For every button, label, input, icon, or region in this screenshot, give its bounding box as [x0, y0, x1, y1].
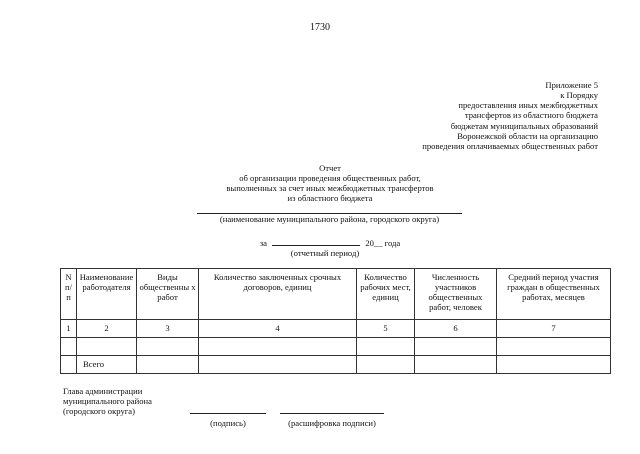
header-cell: Количество рабочих мест, единиц — [357, 269, 415, 320]
title-line: из областного бюджета — [287, 193, 373, 204]
table-cell[interactable] — [61, 338, 77, 356]
signatory-title — [63, 386, 152, 416]
municipality-field[interactable] — [197, 207, 462, 214]
appendix-line: Воронежской области на организацию — [457, 130, 598, 141]
signature-field[interactable] — [190, 405, 266, 414]
appendix-line: бюджетам муниципальных образований — [450, 120, 598, 131]
appendix-line: проведения оплачиваемых общественных работ — [422, 140, 598, 151]
appendix-line: предоставления иных межбюджетных — [458, 100, 598, 111]
table-cell — [61, 356, 77, 374]
report-table — [60, 268, 611, 374]
table-cell[interactable] — [357, 338, 415, 356]
column-number: 7 — [497, 320, 611, 338]
column-number: 4 — [199, 320, 357, 338]
appendix-line: Приложение 5 — [545, 80, 598, 90]
signatory-line: муниципального района — [63, 396, 152, 407]
appendix-note — [318, 80, 598, 151]
report-title — [0, 163, 640, 204]
period-caption: (отчетный период) — [290, 248, 360, 258]
column-number: 3 — [137, 320, 199, 338]
appendix-line: к Порядку — [560, 90, 598, 101]
column-number: 6 — [415, 320, 497, 338]
header-cell: Средний период участия граждан в общественных работах, месяцев — [497, 269, 611, 320]
title-line: выполненных за счет иных межбюджетных трансфертов — [226, 183, 434, 194]
signatory-line: Глава администрации — [63, 386, 143, 396]
table-cell[interactable] — [497, 338, 611, 356]
page-number: 1730 — [310, 22, 330, 33]
column-number: 1 — [61, 320, 77, 338]
table-cell[interactable] — [415, 356, 497, 374]
period-row — [0, 237, 640, 248]
header-cell: Виды общественны х работ — [137, 269, 199, 320]
total-row — [61, 356, 611, 374]
appendix-line: трансфертов из областного бюджета — [464, 110, 598, 121]
total-label: Всего — [77, 356, 137, 374]
table-cell[interactable] — [415, 338, 497, 356]
table-cell[interactable] — [199, 338, 357, 356]
table-cell[interactable] — [137, 338, 199, 356]
column-number: 5 — [357, 320, 415, 338]
municipality-caption: (наименование муниципального района, городского округа) — [219, 214, 440, 224]
table-row — [61, 338, 611, 356]
title-line: об организации проведения общественных работ, — [239, 173, 421, 184]
period-year: 20__ года — [365, 238, 401, 248]
table-cell[interactable] — [357, 356, 415, 374]
signatory-line: (городского округа) — [63, 406, 135, 417]
header-cell: N п/п — [61, 269, 77, 320]
signature-caption: (подпись) — [210, 418, 246, 428]
column-number: 2 — [77, 320, 137, 338]
table-cell[interactable] — [77, 338, 137, 356]
table-cell[interactable] — [497, 356, 611, 374]
table-cell[interactable] — [199, 356, 357, 374]
header-cell: Количество заключенных срочных договоров, единиц — [199, 269, 357, 320]
decoding-caption: (расшифровка подписи) — [288, 418, 376, 428]
table-cell[interactable] — [137, 356, 199, 374]
period-field[interactable] — [272, 237, 360, 246]
title-line: Отчет — [319, 163, 341, 173]
table-header-row — [61, 269, 611, 320]
signature-decoding-field[interactable] — [280, 405, 384, 414]
header-cell: Численность участников общественных работ, человек — [415, 269, 497, 320]
column-number-row — [61, 320, 611, 338]
header-cell: Наименование работодателя — [77, 269, 137, 320]
period-prefix: за — [259, 238, 267, 248]
